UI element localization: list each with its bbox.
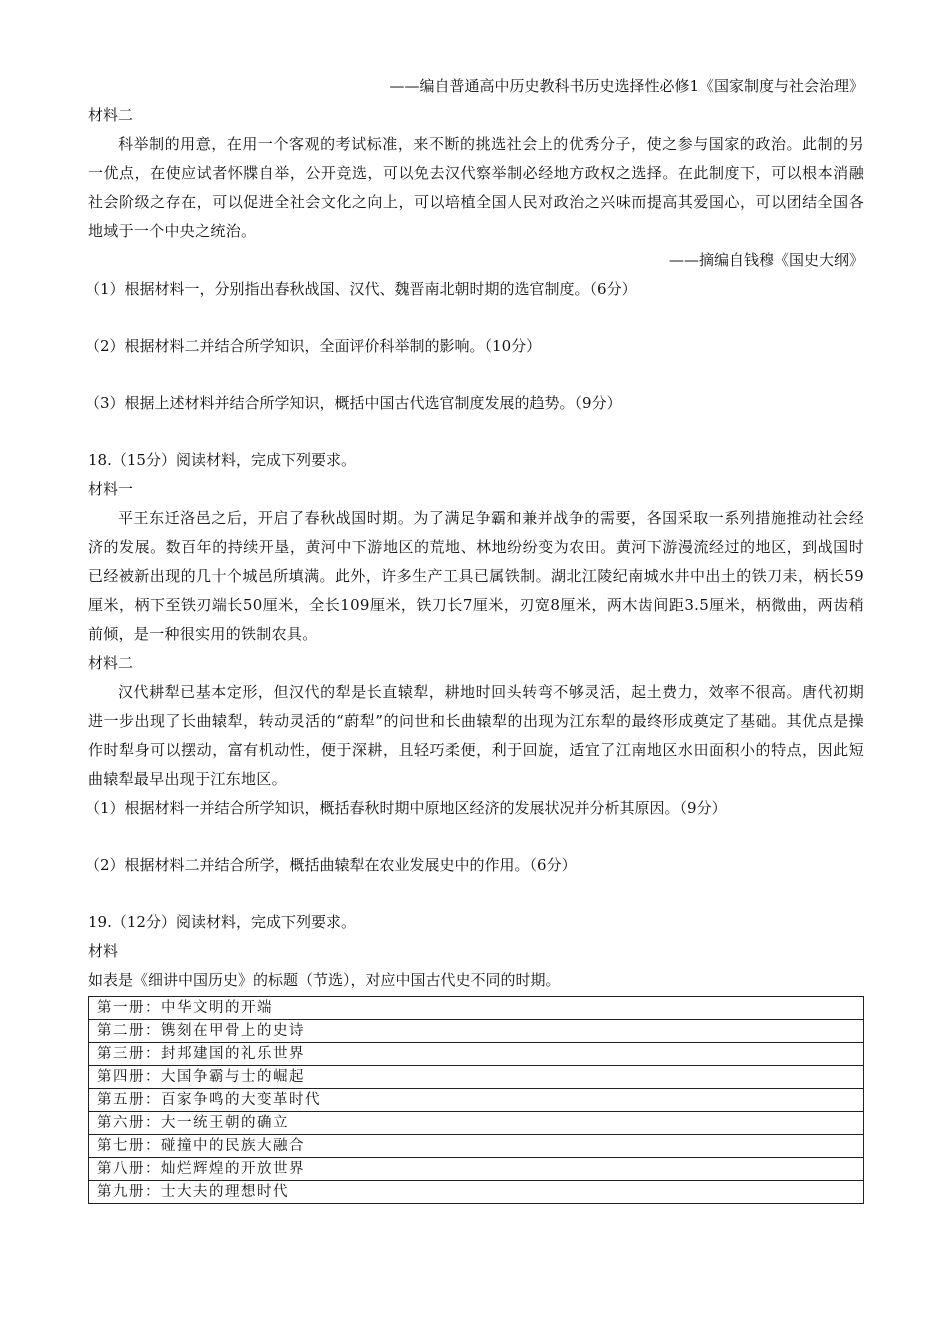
question-17-2: （2）根据材料二并结合所学知识，全面评价科举制的影响。（10分） — [85, 337, 542, 355]
table-row — [89, 1043, 864, 1066]
table-cell: 第九册：士大夫的理想时代 — [89, 1181, 864, 1204]
table-row — [89, 997, 864, 1020]
table-cell: 第八册：灿烂辉煌的开放世界 — [89, 1158, 864, 1181]
material-intro: 如表是《细讲中国历史》的标题（节选），对应中国古代史不同的时期。 — [88, 971, 561, 989]
table-row — [89, 1066, 864, 1089]
table-row — [89, 1135, 864, 1158]
table-row — [89, 1089, 864, 1112]
material-paragraph-keju: 科举制的用意，在用一个客观的考试标准，来不断的挑选社会上的优秀分子，使之参与国家的政治。此制的另一优点，在使应试者怀牒自举，公开竞选，可以免去汉代察举制必经地方政权之选择。在此制度下，可以根本消融社会阶级之存在，可以促进全社会文化之向上，可以培植全国人民对政治之兴味而提高其爱国心，可以团结全国各地域于一个中央之统治。 — [88, 135, 864, 240]
exam-page — [85, 72, 864, 1204]
table-cell: 第五册：百家争鸣的大变革时代 — [89, 1089, 864, 1112]
material-paragraph-plough: 汉代耕犁已基本定形，但汉代的犁是长直辕犁，耕地时回头转弯不够灵活，起土费力，效率不很高。唐代初期进一步出现了长曲辕犁，转动灵活的“蔚犁”的问世和长曲辕犁的出现为江东犁的最终形成奠定了基础。其优点是操作时犁身可以摆动，富有机动性，便于深耕，且轻巧柔便，利于回旋，适宜了江南地区水田面积小的特点，因此短曲辕犁最早出现于江东地区。 — [88, 683, 864, 788]
table-cell: 第二册：镌刻在甲骨上的史诗 — [89, 1020, 864, 1043]
material-paragraph-chunqiu: 平王东迁洛邑之后，开启了春秋战国时期。为了满足争霸和兼并战争的需要，各国采取一系列措施推动社会经济的发展。数百年的持续开垦，黄河中下游地区的荒地、林地纷纷变为农田。黄河下游漫流经过的地区，到战国时已经被新出现的几十个城邑所填满。此外，许多生产工具已属铁制。湖北江陵纪南城水井中出土的铁刀耒，柄长59厘米，柄下至铁刃端长50厘米，全长109厘米，铁刀长7厘米，刃宽8厘米，两木齿间距3.5厘米，柄微曲，两齿稍前倾，是一种很实用的铁制农具。 — [88, 509, 864, 643]
question-17-1: （1）根据材料一，分别指出春秋战国、汉代、魏晋南北朝时期的选官制度。（6分） — [85, 280, 637, 298]
question-18-1: （1）根据材料一并结合所学知识，概括春秋时期中原地区经济的发展状况并分析其原因。（9分） — [85, 799, 727, 817]
source-citation-qianmu: ——摘编自钱穆《国史大纲》 — [668, 251, 864, 269]
table-row — [89, 1158, 864, 1181]
material-label: 材料二 — [88, 106, 134, 124]
table-cell: 第六册：大一统王朝的确立 — [89, 1112, 864, 1135]
table-row — [89, 1181, 864, 1204]
table-cell: 第一册：中华文明的开端 — [89, 997, 864, 1020]
table-row — [89, 1020, 864, 1043]
table-cell: 第三册：封邦建国的礼乐世界 — [89, 1043, 864, 1066]
source-citation-textbook: ——编自普通高中历史教科书历史选择性必修1《国家制度与社会治理》 — [389, 77, 864, 95]
book-titles-table — [88, 996, 864, 1204]
table-cell: 第七册：碰撞中的民族大融合 — [89, 1135, 864, 1158]
material-label: 材料 — [88, 942, 119, 960]
material-label: 材料二 — [88, 654, 134, 672]
question-18-2: （2）根据材料二并结合所学，概括曲辕犁在农业发展史中的作用。（6分） — [85, 856, 577, 874]
question-18-header: 18.（15分）阅读材料，完成下列要求。 — [88, 451, 356, 469]
table-cell: 第四册：大国争霸与士的崛起 — [89, 1066, 864, 1089]
question-19-header: 19.（12分）阅读材料，完成下列要求。 — [88, 913, 356, 931]
table-row — [89, 1112, 864, 1135]
question-17-3: （3）根据上述材料并结合所学知识，概括中国古代选官制度发展的趋势。（9分） — [85, 394, 622, 412]
material-label: 材料一 — [88, 480, 134, 498]
